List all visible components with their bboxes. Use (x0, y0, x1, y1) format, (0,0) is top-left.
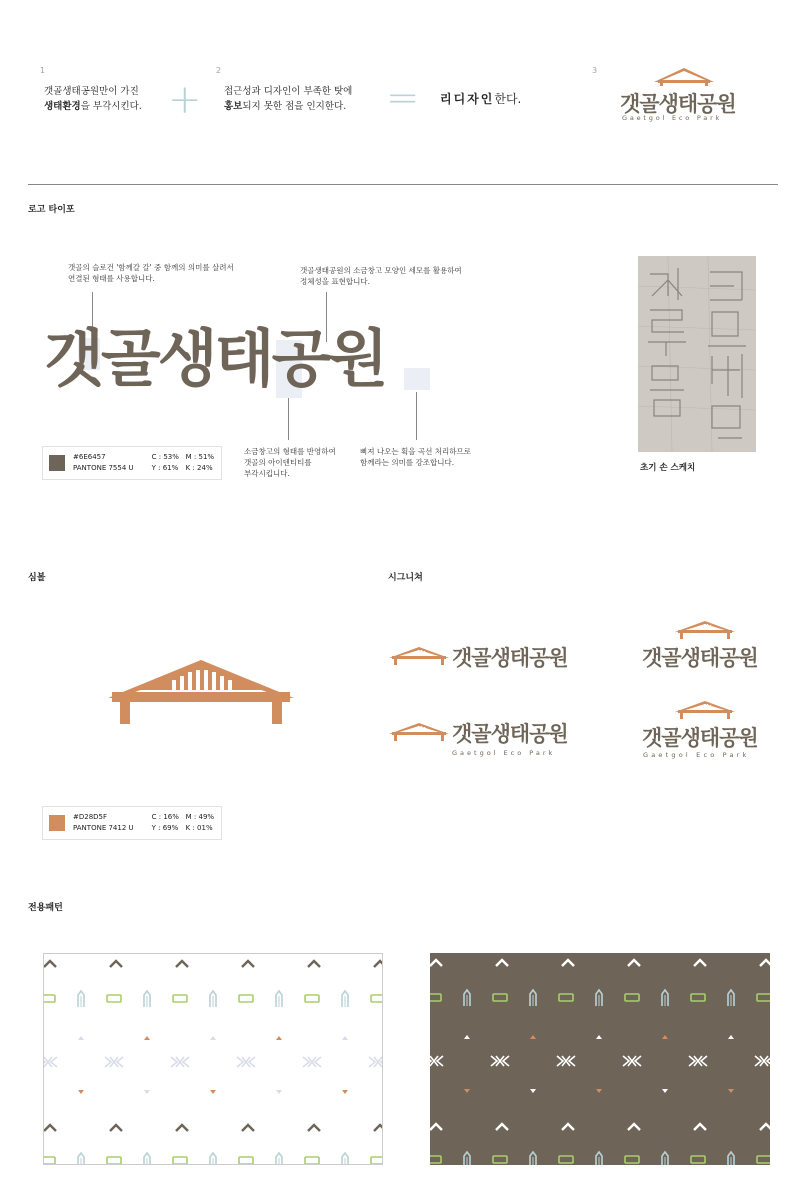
intro-logo-en: Gaetgol Eco Park (622, 114, 723, 122)
swatch-k: K : 01% (185, 824, 213, 832)
pattern-triangle (596, 1035, 602, 1039)
pattern-pill (305, 1157, 319, 1164)
pattern-chevron (430, 960, 442, 966)
swatch-c: C : 16% (151, 813, 179, 821)
step-1-text (44, 84, 142, 114)
note-bottom-mid-line: 소금창고의 형태를 반영하여 (244, 447, 336, 456)
signature-logo-ko: 갯골생태공원 (642, 646, 758, 670)
signature-logo-ko: 갯골생태공원 (452, 722, 568, 746)
intro-logo-ko: 갯골생태공원 (620, 92, 736, 116)
swatch-m: M : 49% (185, 813, 215, 821)
signature-roof-icon (388, 722, 450, 742)
pattern-chevron (562, 960, 574, 966)
pattern-cross (491, 1056, 509, 1066)
note-top-right (300, 265, 462, 287)
signature-roof-icon (674, 700, 736, 720)
swatch-pantone: PANTONE 7412 U (73, 824, 134, 832)
color-chip (49, 815, 65, 831)
pattern-chevron (44, 1125, 56, 1131)
logotype-color-swatch (42, 446, 222, 480)
step-3-bold: 리디자인 (440, 92, 495, 106)
step-2-rest: 되지 못한 점을 인지한다. (242, 101, 347, 112)
pattern-chevron (562, 1124, 574, 1130)
pattern-triangle (210, 1036, 216, 1040)
pattern-pill (625, 1156, 639, 1163)
step-2-text (224, 84, 352, 114)
step-1-bold: 생태환경 (44, 101, 81, 112)
section-divider (28, 184, 778, 185)
pattern-triangle (342, 1036, 348, 1040)
step-2-line2 (224, 99, 352, 114)
pattern-pill (493, 994, 507, 1001)
signature-title: 시그니쳐 (388, 573, 423, 583)
note-bottom-mid (244, 446, 336, 479)
signature-logo-en: Gaetgol Eco Park (452, 749, 556, 757)
pattern-pill (44, 1157, 55, 1164)
pattern-cross (430, 1056, 443, 1066)
pattern-chevron (760, 960, 770, 966)
equals-sign: = (386, 75, 420, 121)
note-bottom-mid-line: 부각시킵니다. (244, 469, 290, 478)
pattern-chevron (374, 1125, 383, 1131)
pattern-triangle (144, 1090, 150, 1094)
step-1-line2 (44, 99, 142, 114)
swatch-m: M : 51% (185, 453, 215, 461)
pattern-chevron (430, 1124, 442, 1130)
swatch-y: Y : 69% (151, 824, 179, 832)
pattern-pill (757, 994, 770, 1001)
symbol-title: 심볼 (28, 573, 46, 583)
pattern-pill (559, 1156, 573, 1163)
step-1-rest: 을 부각시킨다. (80, 101, 142, 112)
pattern-triangle (342, 1090, 348, 1094)
pattern-pill (173, 1157, 187, 1164)
pattern-chevron (374, 961, 383, 967)
highlight-area (404, 368, 430, 390)
sketch-caption: 초기 손 스케치 (640, 463, 696, 473)
pattern-triangle (530, 1035, 536, 1039)
pattern-chevron (694, 1124, 706, 1130)
intro-roof-icon (652, 66, 716, 88)
pattern-chevron (628, 1124, 640, 1130)
swatch-ids (73, 812, 134, 834)
pattern-triangle (530, 1089, 536, 1093)
swatch-c: C : 53% (151, 453, 179, 461)
note-bottom-right-line: 삐져 나오는 획을 곡선 처리하므로 (360, 447, 471, 456)
pattern-triangle (78, 1090, 84, 1094)
pattern-cross (689, 1056, 707, 1066)
pattern-triangle (78, 1036, 84, 1040)
pattern-triangle (464, 1035, 470, 1039)
pattern-cross (44, 1057, 57, 1067)
pattern-pill (757, 1156, 770, 1163)
pattern-chevron (110, 961, 122, 967)
step-2-number: 2 (216, 66, 222, 75)
step-2-bold: 홍보 (224, 101, 243, 112)
pattern-triangle (662, 1089, 668, 1093)
symbol-roof-icon (106, 658, 296, 726)
pattern-triangle (276, 1036, 282, 1040)
pattern-chevron (242, 961, 254, 967)
note-bottom-right-line: 함께라는 의미를 강조합니다. (360, 458, 455, 467)
signature-logo-en: Gaetgol Eco Park (643, 751, 750, 759)
pattern-light-graphic (44, 954, 383, 1165)
pattern-chevron (628, 960, 640, 966)
swatch-hex: #D28D5F (73, 813, 108, 821)
pattern-pill (691, 994, 705, 1001)
pattern-pill (239, 1157, 253, 1164)
swatch-pantone: PANTONE 7554 U (73, 464, 134, 472)
note-top-right-line: 정체성을 표현합니다. (300, 277, 370, 286)
step-1-number: 1 (40, 66, 46, 75)
note-top-left-line: 갯골의 슬로건 '함께갈 갈' 중 함께의 의미를 살려서 (68, 263, 234, 272)
signature-logo-ko: 갯골생태공원 (452, 646, 568, 670)
pattern-chevron (694, 960, 706, 966)
symbol-color-swatch (42, 806, 222, 840)
pattern-triangle (144, 1036, 150, 1040)
pattern-chevron (496, 1124, 508, 1130)
pattern-triangle (464, 1089, 470, 1093)
pattern-triangle (596, 1089, 602, 1093)
pattern-light (43, 953, 383, 1165)
swatch-y: Y : 61% (151, 464, 179, 472)
hand-sketch-image (638, 256, 756, 452)
pattern-dark-graphic (430, 953, 770, 1165)
pattern-cross (755, 1056, 770, 1066)
pattern-triangle (728, 1035, 734, 1039)
pattern-triangle (210, 1090, 216, 1094)
note-top-left-line: 연결된 형태를 사용합니다. (68, 274, 155, 283)
pattern-triangle (662, 1035, 668, 1039)
color-chip (49, 455, 65, 471)
plus-sign: + (168, 77, 202, 123)
logotype-title: 로고 타이포 (28, 205, 75, 215)
note-top-right-line: 갯골생태공원의 소금창고 모양인 세모를 활용하여 (300, 266, 462, 275)
note-bottom-right (360, 446, 471, 468)
pattern-cross (369, 1057, 383, 1067)
pattern-title: 전용패턴 (28, 903, 63, 913)
step-2-line1: 접근성과 디자인이 부족한 탓에 (224, 86, 353, 97)
pattern-triangle (276, 1090, 282, 1094)
pattern-cross (105, 1057, 123, 1067)
pattern-chevron (496, 960, 508, 966)
swatch-k: K : 24% (185, 464, 213, 472)
pattern-pill (107, 995, 121, 1002)
swatch-cmyk (152, 452, 220, 474)
leader-line (288, 398, 289, 440)
pattern-cross (557, 1056, 575, 1066)
swatch-ids (73, 452, 134, 474)
pattern-cross (171, 1057, 189, 1067)
pattern-pill (107, 1157, 121, 1164)
signature-logo-ko: 갯골생태공원 (642, 726, 758, 750)
pattern-chevron (760, 1124, 770, 1130)
note-top-left (68, 262, 234, 284)
pattern-pill (371, 1157, 383, 1164)
step-3-text (440, 92, 521, 107)
pattern-pill (625, 994, 639, 1001)
pattern-chevron (308, 1125, 320, 1131)
pattern-chevron (44, 961, 56, 967)
pattern-pill (559, 994, 573, 1001)
step-1-line1: 갯골생태공원만이 가진 (44, 86, 139, 97)
signature-roof-icon (674, 620, 736, 640)
signature-roof-icon (388, 646, 450, 666)
pattern-chevron (176, 1125, 188, 1131)
pattern-chevron (242, 1125, 254, 1131)
pattern-chevron (176, 961, 188, 967)
pattern-pill (430, 994, 441, 1001)
pattern-pill (239, 995, 253, 1002)
pattern-pill (493, 1156, 507, 1163)
pattern-dark (430, 953, 770, 1165)
pattern-pill (305, 995, 319, 1002)
pattern-chevron (110, 1125, 122, 1131)
step-3-number: 3 (592, 66, 598, 75)
note-bottom-mid-line: 갯골의 아이덴티티를 (244, 458, 312, 467)
pattern-cross (237, 1057, 255, 1067)
pattern-triangle (728, 1089, 734, 1093)
pattern-cross (303, 1057, 321, 1067)
pattern-pill (430, 1156, 441, 1163)
step-3-rest: 한다. (494, 92, 522, 106)
pattern-pill (371, 995, 383, 1002)
pattern-chevron (308, 961, 320, 967)
pattern-cross (623, 1056, 641, 1066)
pattern-pill (691, 1156, 705, 1163)
pattern-pill (173, 995, 187, 1002)
leader-line (416, 392, 417, 440)
swatch-cmyk (152, 812, 220, 834)
pattern-pill (44, 995, 55, 1002)
logotype-wordmark: 갯골생태공원 (44, 322, 386, 395)
swatch-hex: #6E6457 (73, 453, 106, 461)
